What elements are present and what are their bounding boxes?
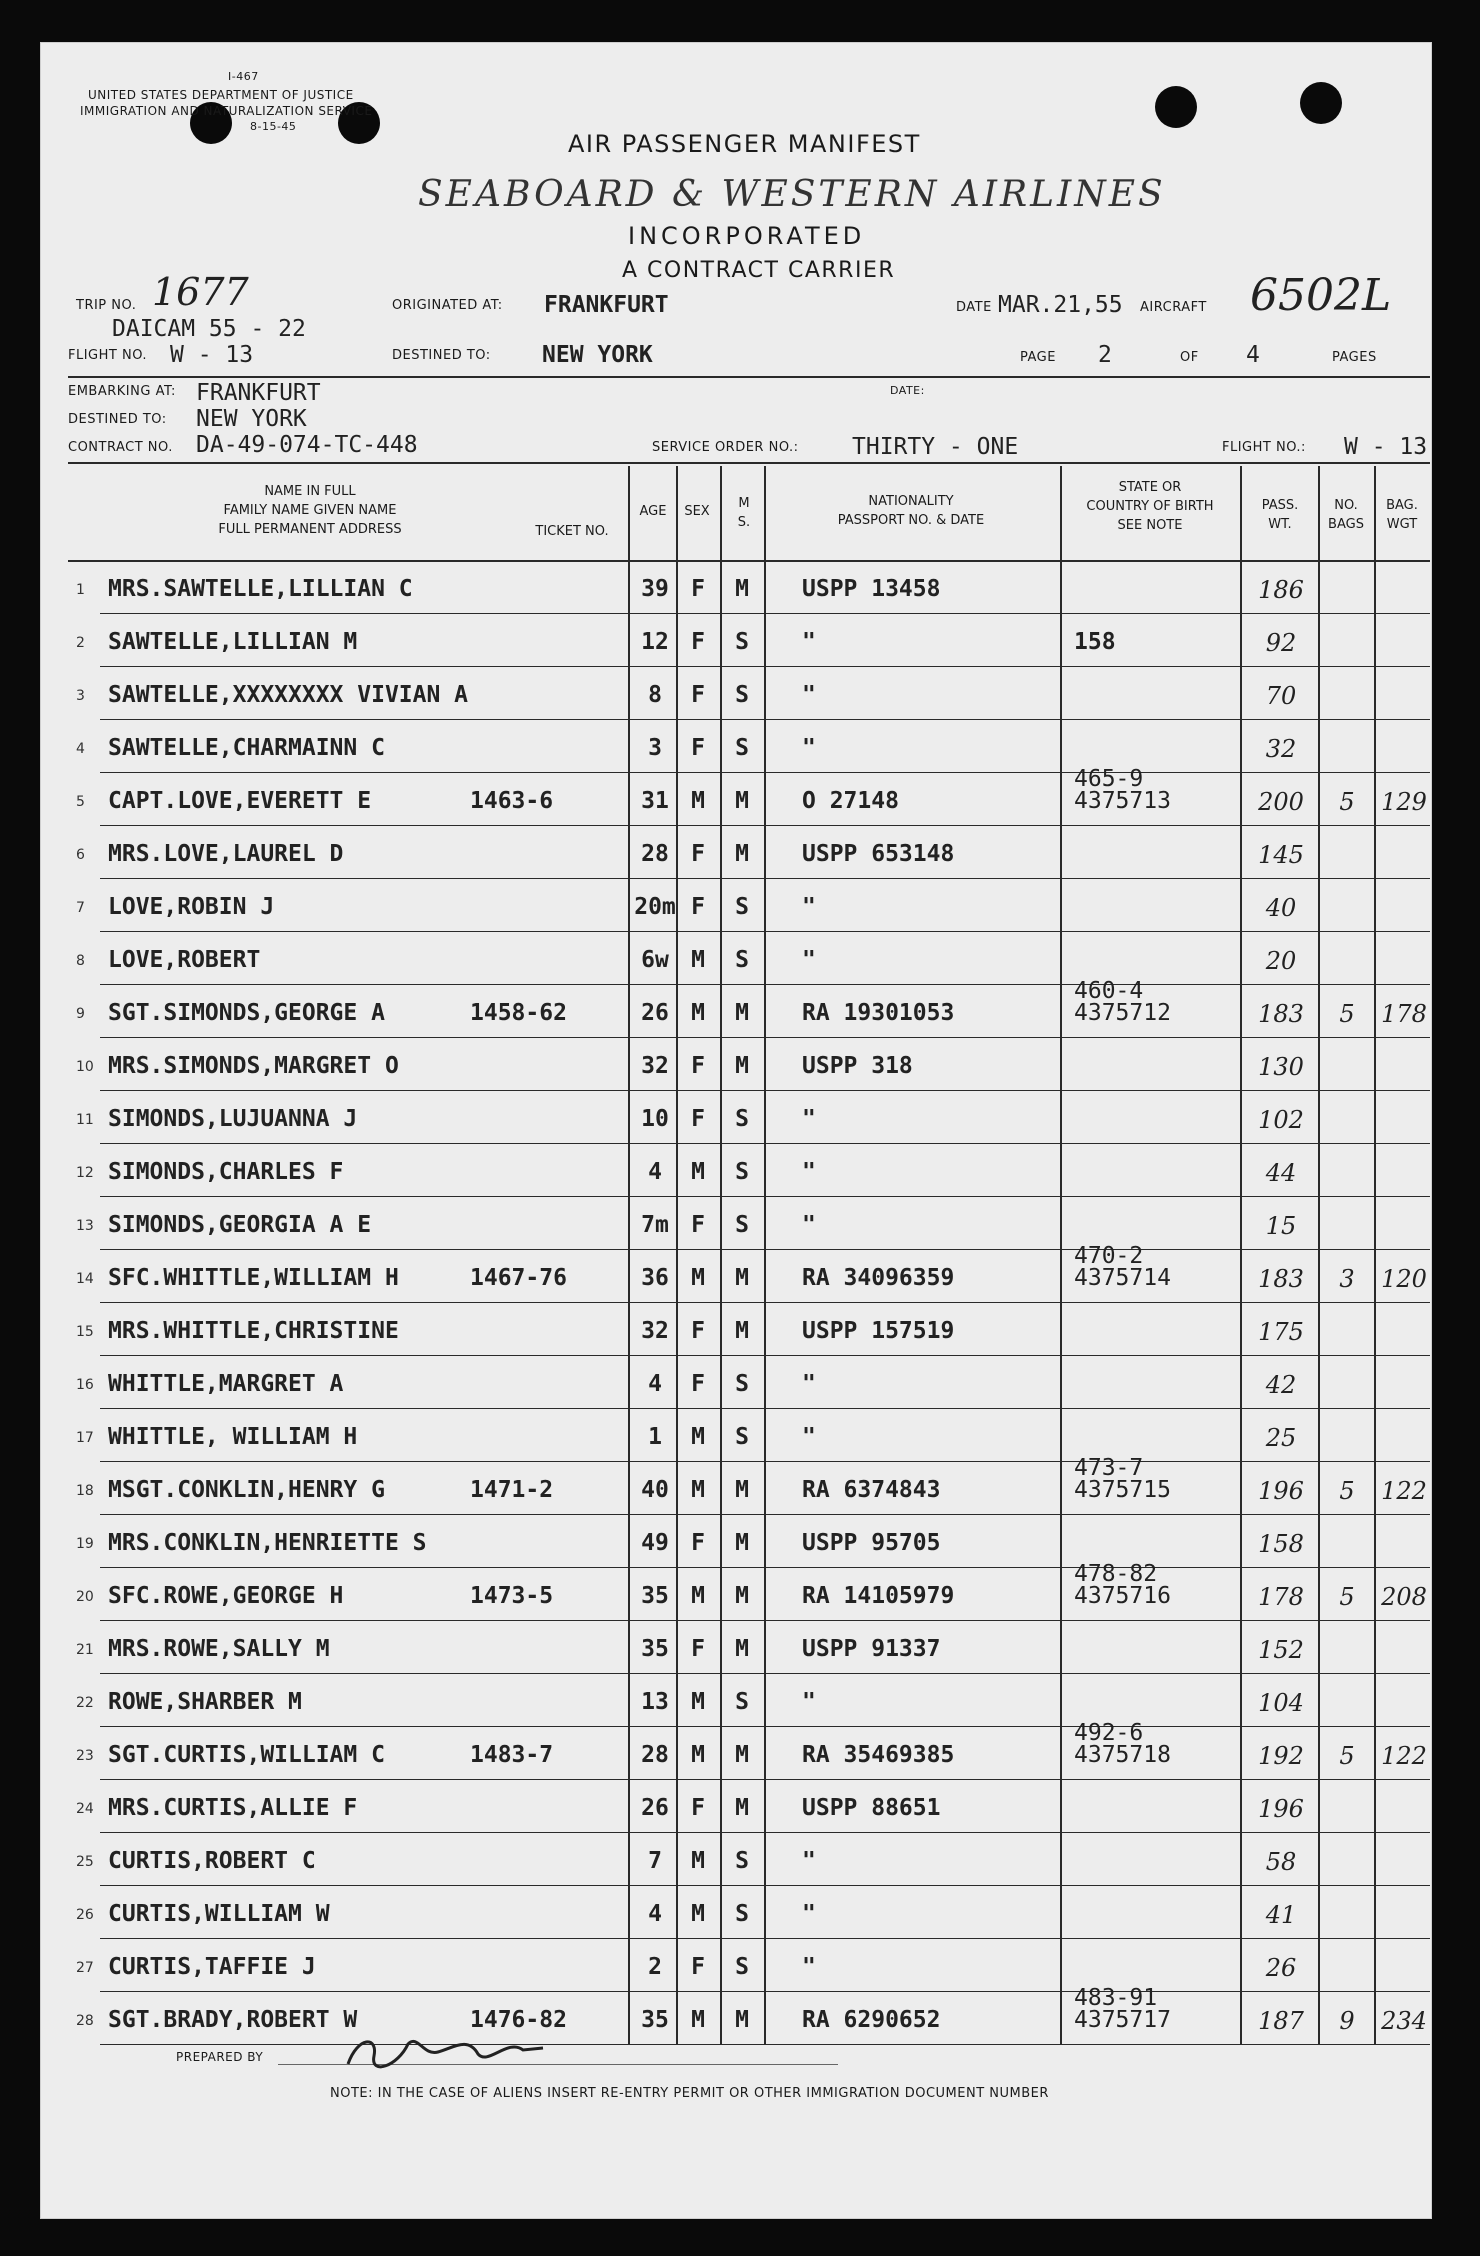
date2-label: DATE: [890, 384, 925, 397]
cell-nat: USPP 88651 [802, 1795, 941, 1821]
cell-age: 28 [641, 841, 669, 867]
cell-ms: M [735, 576, 749, 602]
cell-nat: " [802, 1159, 816, 1185]
cell-ms: S [735, 629, 749, 655]
cell-ms: M [735, 788, 749, 814]
cell-nat: " [802, 735, 816, 761]
cell-name: SAWTELLE,LILLIAN M [108, 629, 358, 655]
cell-n: 24 [76, 1801, 94, 1817]
grid-line [628, 466, 630, 2044]
cell-state: 492-6 4375718 [1074, 1720, 1171, 1768]
cell-age: 32 [641, 1053, 669, 1079]
cell-name: CAPT.LOVE,EVERETT E [108, 788, 372, 814]
destined2: NEW YORK [196, 406, 307, 432]
cell-age: 35 [641, 1636, 669, 1662]
col-pass-wt: PASS. WT. [1261, 498, 1299, 532]
cell-sex: M [691, 1159, 705, 1185]
cell-age: 26 [641, 1795, 669, 1821]
cell-name: SIMONDS,LUJUANNA J [108, 1106, 358, 1132]
cell-name: LOVE,ROBIN J [108, 894, 275, 920]
cell-ticket: 1458-62 [470, 1000, 567, 1026]
cell-wt: 183 [1258, 1265, 1304, 1293]
contract-label: CONTRACT NO. [68, 440, 173, 455]
cell-nat: O 27148 [802, 788, 899, 814]
cell-nat: USPP 95705 [802, 1530, 941, 1556]
grid-line [1318, 466, 1320, 2044]
cell-age: 40 [641, 1477, 669, 1503]
punch-hole [1300, 82, 1342, 124]
cell-wt: 70 [1265, 682, 1297, 710]
cell-ticket: 1483-7 [470, 1742, 554, 1768]
cell-nat: USPP 318 [802, 1053, 913, 1079]
cell-ticket: 1471-2 [470, 1477, 554, 1503]
cell-name: SGT.SIMONDS,GEORGE A [108, 1000, 385, 1026]
grid-line [1374, 466, 1376, 2044]
cell-state: 158 [1074, 629, 1116, 655]
cell-ms: M [735, 1795, 749, 1821]
cell-age: 10 [641, 1106, 669, 1132]
cell-bags: 5 [1339, 788, 1355, 816]
cell-ms: S [735, 1848, 749, 1874]
embarking: FRANKFURT [196, 380, 321, 406]
cell-name: MRS.CURTIS,ALLIE F [108, 1795, 358, 1821]
cell-wt: 42 [1265, 1371, 1297, 1399]
cell-state: 470-2 4375714 [1074, 1243, 1171, 1291]
cell-sex: M [691, 947, 705, 973]
cell-age: 2 [648, 1954, 662, 1980]
cell-age: 32 [641, 1318, 669, 1344]
cell-bagwt: 178 [1381, 1000, 1427, 1028]
trip-no: 1677 [152, 270, 249, 314]
date-label: DATE [956, 300, 992, 315]
cell-sex: M [691, 1742, 705, 1768]
of-label: OF [1180, 350, 1199, 365]
cell-bags: 5 [1339, 1742, 1355, 1770]
cell-ms: S [735, 1106, 749, 1132]
col-ms: M S. [737, 496, 751, 530]
cell-ms: M [735, 1530, 749, 1556]
cell-sex: M [691, 1477, 705, 1503]
cell-name: MRS.CONKLIN,HENRIETTE S [108, 1530, 427, 1556]
contract-carrier-line: A CONTRACT CARRIER [622, 258, 896, 283]
cell-n: 21 [76, 1642, 94, 1658]
cell-wt: 58 [1265, 1848, 1297, 1876]
cell-sex: F [691, 1212, 705, 1238]
cell-age: 8 [648, 682, 662, 708]
cell-age: 12 [641, 629, 669, 655]
cell-sex: M [691, 1848, 705, 1874]
cell-bags: 5 [1339, 1477, 1355, 1505]
cell-n: 11 [76, 1112, 94, 1128]
trip-no-label: TRIP NO. [76, 298, 137, 313]
cell-bagwt: 208 [1381, 1583, 1427, 1611]
cell-bagwt: 122 [1381, 1742, 1427, 1770]
cell-name: MRS.WHITTLE,CHRISTINE [108, 1318, 399, 1344]
cell-sex: F [691, 682, 705, 708]
page-number: 2 [1098, 342, 1112, 368]
cell-ticket: 1463-6 [470, 788, 554, 814]
dept-line-2: IMMIGRATION AND NATURALIZATION SERVICE [80, 104, 373, 118]
cell-n: 1 [76, 582, 85, 598]
cell-sex: M [691, 1689, 705, 1715]
cell-age: 20m [634, 894, 676, 920]
cell-n: 2 [76, 635, 85, 651]
cell-sex: M [691, 1901, 705, 1927]
daicam: DAICAM 55 - 22 [112, 316, 306, 342]
cell-ticket: 1467-76 [470, 1265, 567, 1291]
col-bag-wgt: BAG. WGT [1386, 498, 1418, 532]
cell-ms: S [735, 894, 749, 920]
cell-name: MRS.ROWE,SALLY M [108, 1636, 330, 1662]
cell-n: 10 [76, 1059, 94, 1075]
cell-nat: RA 35469385 [802, 1742, 955, 1768]
cell-nat: " [802, 1848, 816, 1874]
cell-bagwt: 122 [1381, 1477, 1427, 1505]
cell-ms: S [735, 1212, 749, 1238]
cell-n: 3 [76, 688, 85, 704]
cell-age: 36 [641, 1265, 669, 1291]
cell-nat: " [802, 1954, 816, 1980]
cell-ms: M [735, 1477, 749, 1503]
cell-name: MRS.LOVE,LAUREL D [108, 841, 344, 867]
flight2: W - 13 [1344, 434, 1428, 460]
cell-ticket: 1476-82 [470, 2007, 567, 2033]
cell-wt: 32 [1265, 735, 1297, 763]
cell-name: CURTIS,TAFFIE J [108, 1954, 316, 1980]
cell-age: 28 [641, 1742, 669, 1768]
cell-state: 478-82 4375716 [1074, 1561, 1171, 1609]
flight-no: W - 13 [170, 342, 254, 368]
cell-state: 460-4 4375712 [1074, 978, 1171, 1026]
cell-n: 22 [76, 1695, 94, 1711]
cell-age: 49 [641, 1530, 669, 1556]
cell-n: 18 [76, 1483, 94, 1499]
cell-name: CURTIS,ROBERT C [108, 1848, 316, 1874]
rule [68, 376, 1430, 378]
cell-wt: 187 [1258, 2007, 1304, 2035]
grid-line [764, 466, 766, 2044]
flight2-label: FLIGHT NO.: [1222, 440, 1306, 455]
cell-n: 7 [76, 900, 85, 916]
cell-ms: S [735, 947, 749, 973]
cell-ms: S [735, 1159, 749, 1185]
cell-wt: 25 [1265, 1424, 1297, 1452]
col-age: AGE [639, 504, 667, 519]
cell-age: 39 [641, 576, 669, 602]
dept-line-1: UNITED STATES DEPARTMENT OF JUSTICE [88, 88, 354, 102]
cell-n: 23 [76, 1748, 94, 1764]
grid-line [100, 2044, 1430, 2045]
cell-name: WHITTLE, WILLIAM H [108, 1424, 358, 1450]
cell-nat: RA 34096359 [802, 1265, 955, 1291]
cell-bags: 3 [1339, 1265, 1355, 1293]
cell-nat: RA 14105979 [802, 1583, 955, 1609]
cell-n: 20 [76, 1589, 94, 1605]
aircraft: 6502L [1250, 270, 1392, 321]
cell-sex: M [691, 788, 705, 814]
cell-wt: 152 [1258, 1636, 1304, 1664]
cell-ms: M [735, 1742, 749, 1768]
prepared-by-label: PREPARED BY [176, 2050, 264, 2064]
cell-bagwt: 120 [1381, 1265, 1427, 1293]
destined2-label: DESTINED TO: [68, 412, 167, 427]
cell-n: 12 [76, 1165, 94, 1181]
cell-age: 4 [648, 1371, 662, 1397]
cell-nat: RA 19301053 [802, 1000, 955, 1026]
cell-wt: 44 [1265, 1159, 1297, 1187]
cell-n: 25 [76, 1854, 94, 1870]
punch-hole [1155, 86, 1197, 128]
cell-ms: M [735, 2007, 749, 2033]
cell-n: 28 [76, 2013, 94, 2029]
cell-name: SGT.BRADY,ROBERT W [108, 2007, 358, 2033]
cell-sex: F [691, 1954, 705, 1980]
page-label: PAGE [1020, 350, 1056, 365]
aircraft-label: AIRCRAFT [1140, 300, 1207, 315]
cell-wt: 145 [1258, 841, 1304, 869]
cell-name: LOVE,ROBERT [108, 947, 261, 973]
cell-name: MSGT.CONKLIN,HENRY G [108, 1477, 385, 1503]
cell-nat: USPP 91337 [802, 1636, 941, 1662]
cell-bagwt: 234 [1381, 2007, 1427, 2035]
cell-ms: S [735, 1901, 749, 1927]
airline-name: SEABOARD & WESTERN AIRLINES [418, 174, 1166, 215]
form-date: 8-15-45 [250, 120, 297, 133]
cell-wt: 102 [1258, 1106, 1304, 1134]
cell-nat: " [802, 1106, 816, 1132]
cell-age: 35 [641, 1583, 669, 1609]
cell-name: SAWTELLE,CHARMAINN C [108, 735, 385, 761]
cell-sex: F [691, 841, 705, 867]
cell-name: SGT.CURTIS,WILLIAM C [108, 1742, 385, 1768]
cell-sex: F [691, 1053, 705, 1079]
cell-wt: 15 [1265, 1212, 1297, 1240]
cell-n: 5 [76, 794, 85, 810]
col-bags: NO. BAGS [1328, 498, 1364, 532]
cell-ms: S [735, 1954, 749, 1980]
cell-sex: M [691, 2007, 705, 2033]
cell-n: 14 [76, 1271, 94, 1287]
flight-no-label: FLIGHT NO. [68, 348, 148, 363]
cell-nat: " [802, 1689, 816, 1715]
cell-ms: M [735, 1636, 749, 1662]
cell-n: 17 [76, 1430, 94, 1446]
cell-ms: S [735, 735, 749, 761]
cell-age: 7m [641, 1212, 669, 1238]
cell-nat: " [802, 629, 816, 655]
destined-label: DESTINED TO: [392, 348, 491, 363]
cell-ms: M [735, 1318, 749, 1344]
cell-ms: S [735, 682, 749, 708]
cell-ms: S [735, 1424, 749, 1450]
originated: FRANKFURT [544, 292, 669, 318]
destined: NEW YORK [542, 342, 653, 368]
cell-n: 27 [76, 1960, 94, 1976]
cell-sex: F [691, 1318, 705, 1344]
cell-ms: M [735, 1265, 749, 1291]
cell-ticket: 1473-5 [470, 1583, 554, 1609]
cell-wt: 20 [1265, 947, 1297, 975]
cell-name: ROWE,SHARBER M [108, 1689, 302, 1715]
cell-name: SFC.ROWE,GEORGE H [108, 1583, 344, 1609]
contract-no: DA-49-074-TC-448 [196, 432, 418, 458]
cell-state: 473-7 4375715 [1074, 1455, 1171, 1503]
cell-sex: M [691, 1000, 705, 1026]
cell-wt: 40 [1265, 894, 1297, 922]
col-name: NAME IN FULL FAMILY NAME GIVEN NAME FULL PERMANENT ADDRESS [218, 484, 402, 537]
cell-bags: 5 [1339, 1583, 1355, 1611]
cell-nat: " [802, 1371, 816, 1397]
cell-age: 6w [641, 947, 669, 973]
cell-wt: 200 [1258, 788, 1304, 816]
cell-bags: 5 [1339, 1000, 1355, 1028]
signature-icon [338, 2026, 558, 2076]
embarking-label: EMBARKING AT: [68, 384, 176, 399]
form-number: I-467 [228, 70, 259, 83]
cell-age: 31 [641, 788, 669, 814]
cell-nat: " [802, 682, 816, 708]
cell-age: 4 [648, 1159, 662, 1185]
cell-name: SIMONDS,CHARLES F [108, 1159, 344, 1185]
cell-ms: S [735, 1371, 749, 1397]
col-ticket: TICKET NO. [535, 524, 609, 539]
cell-wt: 92 [1265, 629, 1297, 657]
col-state: STATE OR COUNTRY OF BIRTH SEE NOTE [1086, 480, 1214, 533]
cell-age: 26 [641, 1000, 669, 1026]
col-nationality: NATIONALITY PASSPORT NO. & DATE [837, 494, 985, 528]
cell-wt: 158 [1258, 1530, 1304, 1558]
cell-n: 9 [76, 1006, 85, 1022]
cell-n: 16 [76, 1377, 94, 1393]
cell-name: WHITTLE,MARGRET A [108, 1371, 344, 1397]
cell-state: 465-9 4375713 [1074, 766, 1171, 814]
grid-line [68, 560, 1430, 562]
manifest-title: AIR PASSENGER MANIFEST [568, 130, 921, 158]
service-order-label: SERVICE ORDER NO.: [652, 440, 799, 455]
cell-name: CURTIS,WILLIAM W [108, 1901, 330, 1927]
cell-nat: " [802, 894, 816, 920]
cell-age: 1 [648, 1424, 662, 1450]
cell-n: 6 [76, 847, 85, 863]
cell-name: MRS.SAWTELLE,LILLIAN C [108, 576, 413, 602]
cell-nat: " [802, 1901, 816, 1927]
cell-bags: 9 [1339, 2007, 1355, 2035]
cell-age: 7 [648, 1848, 662, 1874]
cell-age: 4 [648, 1901, 662, 1927]
cell-wt: 130 [1258, 1053, 1304, 1081]
cell-ms: M [735, 1053, 749, 1079]
service-order: THIRTY - ONE [852, 434, 1019, 460]
cell-sex: M [691, 1265, 705, 1291]
cell-nat: USPP 13458 [802, 576, 941, 602]
cell-sex: F [691, 1795, 705, 1821]
originated-label: ORIGINATED AT: [392, 298, 503, 313]
cell-n: 13 [76, 1218, 94, 1234]
cell-age: 35 [641, 2007, 669, 2033]
cell-ms: M [735, 1000, 749, 1026]
cell-sex: F [691, 1106, 705, 1132]
cell-wt: 183 [1258, 1000, 1304, 1028]
cell-wt: 186 [1258, 576, 1304, 604]
cell-age: 3 [648, 735, 662, 761]
cell-wt: 26 [1265, 1954, 1297, 1982]
cell-sex: F [691, 1530, 705, 1556]
footer-note: NOTE: IN THE CASE OF ALIENS INSERT RE-ENTRY PERMIT OR OTHER IMMIGRATION DOCUMENT NUMBER [330, 2086, 1049, 2101]
cell-sex: F [691, 894, 705, 920]
of-number: 4 [1246, 342, 1260, 368]
cell-n: 4 [76, 741, 85, 757]
cell-ms: M [735, 1583, 749, 1609]
cell-state: 483-91 4375717 [1074, 1985, 1171, 2033]
cell-sex: F [691, 1371, 705, 1397]
cell-nat: " [802, 947, 816, 973]
incorporated-line: INCORPORATED [628, 222, 866, 250]
cell-wt: 175 [1258, 1318, 1304, 1346]
cell-ms: M [735, 841, 749, 867]
cell-nat: RA 6374843 [802, 1477, 941, 1503]
cell-name: SAWTELLE,XXXXXXXX VIVIAN A [108, 682, 469, 708]
cell-n: 8 [76, 953, 85, 969]
cell-wt: 192 [1258, 1742, 1304, 1770]
cell-sex: M [691, 1583, 705, 1609]
cell-wt: 178 [1258, 1583, 1304, 1611]
cell-sex: F [691, 629, 705, 655]
cell-sex: F [691, 1636, 705, 1662]
cell-wt: 41 [1265, 1901, 1297, 1929]
col-sex: SEX [684, 504, 710, 519]
cell-sex: F [691, 735, 705, 761]
cell-nat: " [802, 1212, 816, 1238]
grid-line [68, 462, 1430, 464]
cell-name: SFC.WHITTLE,WILLIAM H [108, 1265, 399, 1291]
cell-nat: RA 6290652 [802, 2007, 941, 2033]
cell-ms: S [735, 1689, 749, 1715]
cell-n: 15 [76, 1324, 94, 1340]
cell-sex: M [691, 1424, 705, 1450]
cell-sex: F [691, 576, 705, 602]
cell-nat: USPP 653148 [802, 841, 955, 867]
cell-n: 19 [76, 1536, 94, 1552]
cell-wt: 104 [1258, 1689, 1304, 1717]
cell-n: 26 [76, 1907, 94, 1923]
cell-bagwt: 129 [1381, 788, 1427, 816]
cell-nat: " [802, 1424, 816, 1450]
cell-wt: 196 [1258, 1795, 1304, 1823]
cell-name: SIMONDS,GEORGIA A E [108, 1212, 372, 1238]
pages-label: PAGES [1332, 350, 1377, 365]
cell-name: MRS.SIMONDS,MARGRET O [108, 1053, 399, 1079]
date: MAR.21,55 [998, 292, 1123, 318]
cell-age: 13 [641, 1689, 669, 1715]
cell-nat: USPP 157519 [802, 1318, 955, 1344]
grid-line [1060, 466, 1062, 2044]
cell-wt: 196 [1258, 1477, 1304, 1505]
